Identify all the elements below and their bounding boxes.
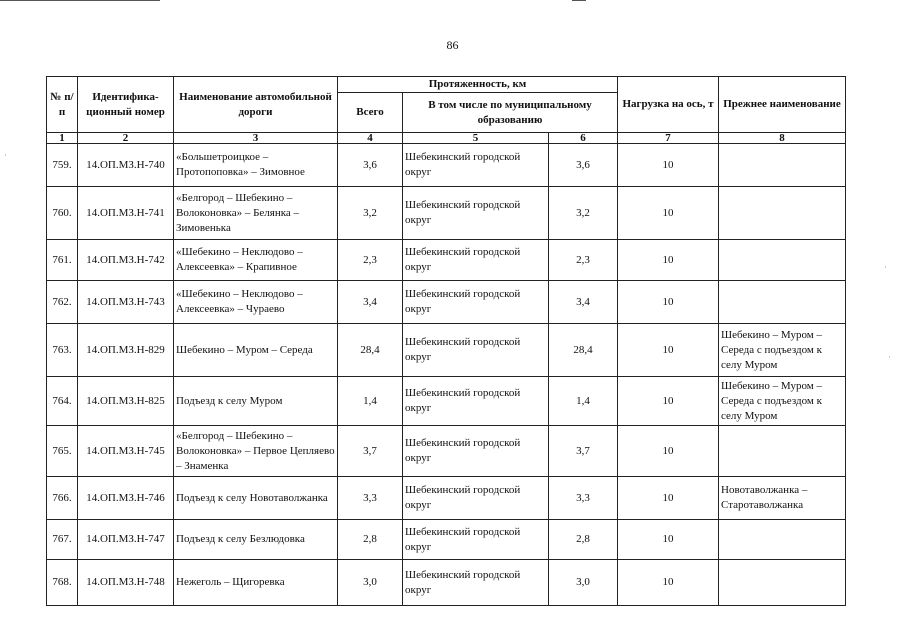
road-name: «Белгород – Шебекино – Волоконовка» – Белянка – Зимовенька [174, 187, 338, 240]
table-body [47, 144, 846, 606]
row-number: 765. [47, 426, 78, 477]
header-id: Идентифика-ционный номер [78, 77, 174, 133]
length-total: 2,8 [338, 520, 403, 560]
row-number: 764. [47, 377, 78, 426]
axle-load: 10 [618, 324, 719, 377]
table-row [47, 324, 846, 377]
road-name: Подъезд к селу Муром [174, 377, 338, 426]
column-number-row [47, 133, 846, 144]
municipality: Шебекинский городской округ [403, 187, 549, 240]
municipality-length: 3,0 [549, 560, 618, 606]
length-total: 3,0 [338, 560, 403, 606]
row-number: 767. [47, 520, 78, 560]
road-id: 14.ОП.МЗ.Н-747 [78, 520, 174, 560]
municipality: Шебекинский городской округ [403, 377, 549, 426]
header-name: Наименование автомобильной дороги [174, 77, 338, 133]
municipality-length: 3,7 [549, 426, 618, 477]
row-number: 759. [47, 144, 78, 187]
municipality: Шебекинский городской округ [403, 477, 549, 520]
header-length: Протяженность, км [338, 77, 618, 93]
scan-noise: · [884, 262, 887, 272]
municipality: Шебекинский городской округ [403, 324, 549, 377]
axle-load: 10 [618, 240, 719, 281]
row-number: 763. [47, 324, 78, 377]
axle-load: 10 [618, 477, 719, 520]
col-number: 7 [618, 133, 719, 144]
previous-name [719, 520, 846, 560]
municipality-length: 28,4 [549, 324, 618, 377]
municipality-length: 3,2 [549, 187, 618, 240]
axle-load: 10 [618, 281, 719, 324]
row-number: 766. [47, 477, 78, 520]
road-name: Подъезд к селу Новотаволжанка [174, 477, 338, 520]
road-name: «Шебекино – Неклюдово – Алексеевка» – Чураево [174, 281, 338, 324]
axle-load: 10 [618, 560, 719, 606]
table-row [47, 187, 846, 240]
road-id: 14.ОП.МЗ.Н-740 [78, 144, 174, 187]
road-id: 14.ОП.МЗ.Н-746 [78, 477, 174, 520]
table-row [47, 281, 846, 324]
table-row [47, 426, 846, 477]
municipality: Шебекинский городской округ [403, 240, 549, 281]
table-row [47, 240, 846, 281]
road-name: Подъезд к селу Безлюдовка [174, 520, 338, 560]
previous-name [719, 281, 846, 324]
table-row [47, 477, 846, 520]
page-number: 86 [446, 38, 459, 52]
header-no: № п/п [47, 77, 78, 133]
scan-noise: · [888, 352, 891, 362]
road-id: 14.ОП.МЗ.Н-748 [78, 560, 174, 606]
row-number: 768. [47, 560, 78, 606]
col-number: 3 [174, 133, 338, 144]
length-total: 28,4 [338, 324, 403, 377]
road-name: «Шебекино – Неклюдово – Алексеевка» – Крапивное [174, 240, 338, 281]
municipality: Шебекинский городской округ [403, 560, 549, 606]
row-number: 760. [47, 187, 78, 240]
previous-name: Шебекино – Муром – Середа с подъездом к селу Муром [719, 324, 846, 377]
previous-name: Новотаволжанка – Старотаволжанка [719, 477, 846, 520]
col-number: 2 [78, 133, 174, 144]
axle-load: 10 [618, 144, 719, 187]
top-rule-mark [572, 0, 586, 1]
road-id: 14.ОП.МЗ.Н-742 [78, 240, 174, 281]
municipality: Шебекинский городской округ [403, 144, 549, 187]
roads-table [46, 76, 846, 606]
municipality: Шебекинский городской округ [403, 426, 549, 477]
col-number: 4 [338, 133, 403, 144]
header-incl: В том числе по муниципальному образованию [403, 93, 618, 133]
length-total: 3,3 [338, 477, 403, 520]
road-name: «Большетроицкое – Протопоповка» – Зимовное [174, 144, 338, 187]
road-id: 14.ОП.МЗ.Н-829 [78, 324, 174, 377]
previous-name: Шебекино – Муром – Середа с подъездом к селу Муром [719, 377, 846, 426]
previous-name [719, 187, 846, 240]
table-row [47, 377, 846, 426]
municipality-length: 3,3 [549, 477, 618, 520]
previous-name [719, 426, 846, 477]
axle-load: 10 [618, 187, 719, 240]
scan-noise: · [4, 150, 7, 160]
municipality-length: 3,6 [549, 144, 618, 187]
road-id: 14.ОП.МЗ.Н-743 [78, 281, 174, 324]
road-id: 14.ОП.МЗ.Н-741 [78, 187, 174, 240]
header-prev: Прежнее наименование [719, 77, 846, 133]
length-total: 3,6 [338, 144, 403, 187]
row-number: 762. [47, 281, 78, 324]
length-total: 3,4 [338, 281, 403, 324]
table-row [47, 520, 846, 560]
road-id: 14.ОП.МЗ.Н-825 [78, 377, 174, 426]
col-number: 1 [47, 133, 78, 144]
row-number: 761. [47, 240, 78, 281]
top-rule-left [0, 0, 160, 1]
road-name: Шебекино – Муром – Середа [174, 324, 338, 377]
municipality-length: 2,3 [549, 240, 618, 281]
length-total: 3,2 [338, 187, 403, 240]
road-name: Нежеголь – Щигоревка [174, 560, 338, 606]
length-total: 1,4 [338, 377, 403, 426]
previous-name [719, 144, 846, 187]
col-number: 5 [403, 133, 549, 144]
header-total: Всего [338, 93, 403, 133]
municipality: Шебекинский городской округ [403, 281, 549, 324]
col-number: 8 [719, 133, 846, 144]
length-total: 2,3 [338, 240, 403, 281]
previous-name [719, 240, 846, 281]
table-row [47, 560, 846, 606]
municipality-length: 2,8 [549, 520, 618, 560]
previous-name [719, 560, 846, 606]
road-name: «Белгород – Шебекино – Волоконовка» – Первое Цепляево – Знаменка [174, 426, 338, 477]
header-load: Нагрузка на ось, т [618, 77, 719, 133]
col-number: 6 [549, 133, 618, 144]
table-row [47, 144, 846, 187]
municipality-length: 1,4 [549, 377, 618, 426]
axle-load: 10 [618, 426, 719, 477]
length-total: 3,7 [338, 426, 403, 477]
municipality-length: 3,4 [549, 281, 618, 324]
axle-load: 10 [618, 520, 719, 560]
municipality: Шебекинский городской округ [403, 520, 549, 560]
road-id: 14.ОП.МЗ.Н-745 [78, 426, 174, 477]
axle-load: 10 [618, 377, 719, 426]
